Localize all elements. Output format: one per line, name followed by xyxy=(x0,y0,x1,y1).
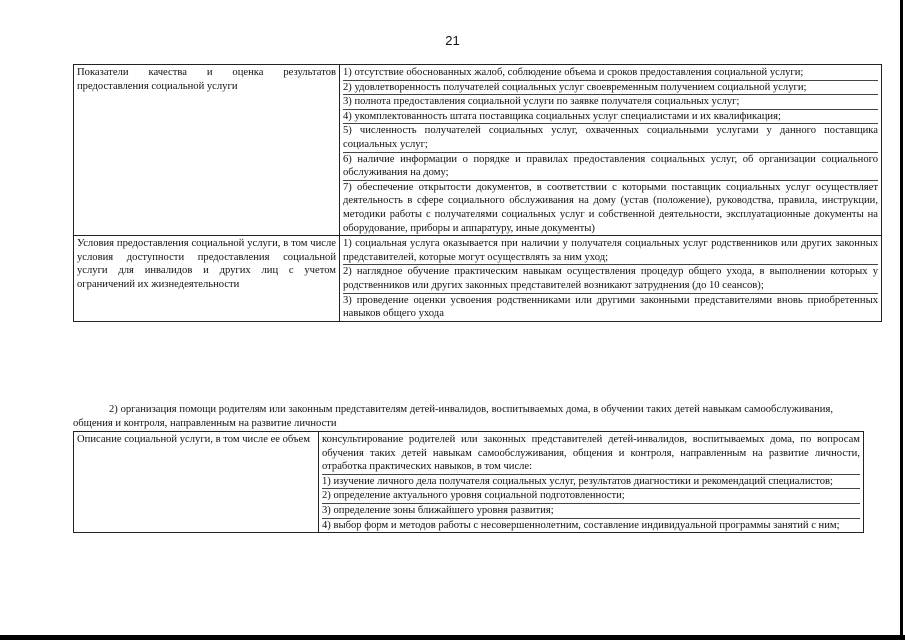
list-item: 3) определение зоны ближайшего уровня развития; xyxy=(322,504,860,519)
scan-right-border xyxy=(900,0,903,640)
list-item: 4) выбор форм и методов работы с несовершеннолетним, составление индивидуальной программы занятий с ним; xyxy=(322,519,840,531)
row-label-cell: Условия предоставления социальной услуги, в том числе условия доступности предоставления социальной услуги для инвалидов и других лиц с учетом ограничений их жизнедеятельности xyxy=(74,236,340,322)
row-label-cell: Показатели качества и оценка результатов предоставления социальной услуги xyxy=(74,65,340,236)
row-content-cell xyxy=(319,432,864,533)
list-item: 1) отсутствие обоснованных жалоб, соблюдение объема и сроков предоставления социальной услуги; xyxy=(343,66,878,81)
list-item: 2) определение актуального уровня социальной подготовленности; xyxy=(322,489,860,504)
row-label-cell: Описание социальной услуги, в том числе ее объем xyxy=(74,432,319,533)
list-item: 7) обеспечение открытости документов, в соответствии с которыми поставщик социальных услуг осуществляет деятельность в сфере социального обслуживания на дому (устав (положение), руководства, правила, инструкции, методики работы с получателями социальных услуг и собственной деятельности, эксплуатационные документы на оборудование, приборы и аппаратуру, иные документы) xyxy=(343,181,878,234)
page-number: 21 xyxy=(445,33,460,48)
service-description-table xyxy=(73,431,864,533)
list-item: консультирование родителей или законных представителей детей-инвалидов, воспитываемых дома, по вопросам обучения таких детей навыкам самообслуживания, общения и контроля, направленным на развитие личности, отработка практических навыков, в том числе: xyxy=(322,433,860,475)
list-item: 5) численность получателей социальных услуг, охваченных социальными услугами у данного поставщика социальных услуг; xyxy=(343,124,878,152)
table-row xyxy=(74,236,882,322)
row-content-cell xyxy=(340,236,882,322)
table-row xyxy=(74,65,882,236)
scan-bottom-border xyxy=(0,635,905,640)
list-item: 3) полнота предоставления социальной услуги по заявке получателя социальных услуг; xyxy=(343,95,878,110)
list-item: 3) проведение оценки усвоения родственниками или другими законными представителями вновь приобретенных навыков общего ухода xyxy=(343,294,878,320)
list-item: 1) социальная услуга оказывается при наличии у получателя социальных услуг родственников или других законных представителей, которые могут осуществлять за ним уход; xyxy=(343,237,878,265)
section-heading: 2) организация помощи родителям или законным представителям детей-инвалидов, воспитываемых дома, в обучении таких детей навыкам самообслуживания, общения и контроля, направленным на развитие личности xyxy=(73,404,833,429)
list-item: 6) наличие информации о порядке и правилах предоставления социальных услуг, об организации социального обслуживания на дому; xyxy=(343,153,878,181)
table-row xyxy=(74,432,864,533)
quality-conditions-table xyxy=(73,64,882,322)
list-item: 2) наглядное обучение практическим навыкам осуществления процедур общего ухода, в выполнении которых у родственников или других законных представителей возникают затруднения (до 10 сеансов); xyxy=(343,265,878,293)
list-item: 1) изучение личного дела получателя социальных услуг, результатов диагностики и рекомендаций специалистов; xyxy=(322,475,860,490)
row-content-cell xyxy=(340,65,882,236)
list-item: 2) удовлетворенность получателей социальных услуг своевременным получением социальной услуги; xyxy=(343,81,878,96)
list-item: 4) укомплектованность штата поставщика социальных услуг специалистами и их квалификация; xyxy=(343,110,878,125)
